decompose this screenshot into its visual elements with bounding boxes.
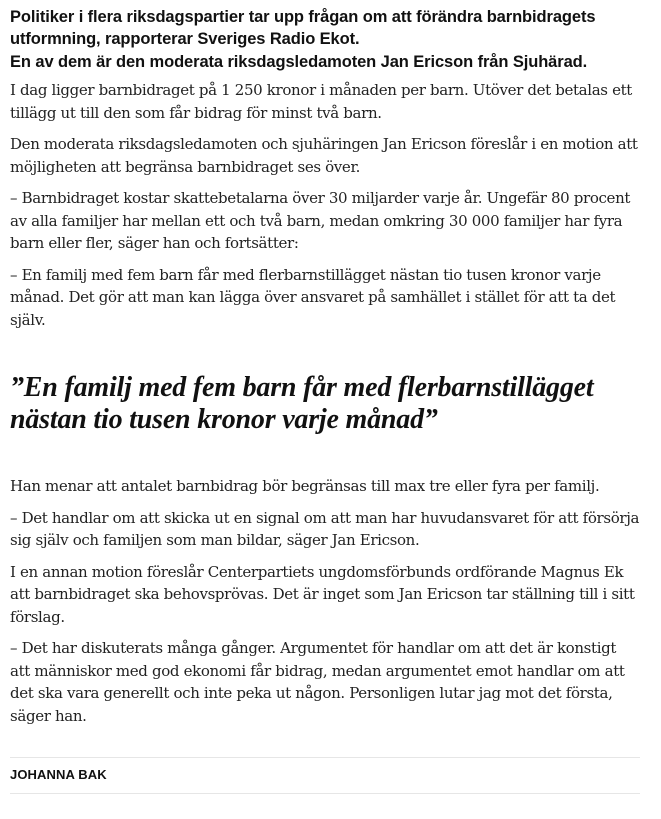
body-paragraph: – Det har diskuterats många gånger. Argumentet för handlar om att det är konstigt att människor med god ekonomi får bidrag, medan argumentet emot handlar om att det ska vara generellt och inte peka ut någon. Personligen lutar jag mot det första, säger han. — [10, 639, 625, 725]
body-paragraph: Den moderata riksdagsledamoten och sjuhäringen Jan Ericson föreslår i en motion att möjligheten att begränsa barnbidraget ses över. — [10, 135, 638, 176]
pull-quote: ”En familj med fem barn får med flerbarnstillägget nästan tio tusen kronor varje månad” — [10, 372, 594, 435]
byline-divider — [10, 757, 640, 758]
body-paragraph: – Det handlar om att skicka ut en signal om att man har huvudansvaret för att försörja sig själv och familjen som man bildar, säger Jan Ericson. — [10, 508, 640, 549]
body-paragraph: I en annan motion föreslår Centerpartiets ungdomsförbunds ordförande Magnus Ek att barnbidraget ska behovsprövas. Det är inget som Jan Ericson tar ställning till i sitt förslag. — [10, 562, 635, 626]
footer-divider — [10, 793, 640, 794]
lead-paragraph-secondary: En av dem är den moderata riksdagsledamoten Jan Ericson från Sjuhärad. — [10, 53, 588, 71]
body-paragraph: Han menar att antalet barnbidrag bör begränsas till max tre eller fyra per familj. — [10, 477, 600, 495]
lead-paragraph: Politiker i flera riksdagspartier tar upp frågan om att förändra barnbidragets utformning, rapporterar Sveriges Radio Ekot. — [10, 8, 596, 48]
body-paragraph: – En familj med fem barn får med flerbarnstillägget nästan tio tusen kronor varje månad. Det gör att man kan lägga över ansvaret på samhället i stället för att ta det själv. — [10, 265, 616, 329]
author-byline[interactable]: JOHANNA BAK — [10, 767, 107, 782]
article — [10, 0, 640, 794]
body-paragraph: – Barnbidraget kostar skattebetalarna över 30 miljarder varje år. Ungefär 80 procent av alla familjer har mellan ett och två barn, medan omkring 30 000 familjer har fyra barn eller fler, säger han och fortsätter: — [10, 189, 631, 252]
body-paragraph: I dag ligger barnbidraget på 1 250 kronor i månaden per barn. Utöver det betalas ett tillägg ut till den som får bidrag för minst två barn. — [10, 81, 632, 122]
